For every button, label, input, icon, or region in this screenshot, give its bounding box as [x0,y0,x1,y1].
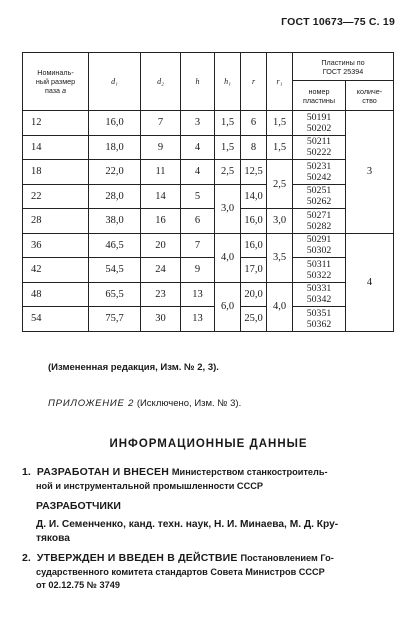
table-row: 22 28,0 14 5 3,0 14,0 50251 50262 [23,184,394,209]
dimensions-table [22,52,394,332]
info-section-title: ИНФОРМАЦИОННЫЕ ДАННЫЕ [109,438,308,450]
header-quantity: количе- ство [346,81,394,111]
appendix-text: (Исключено, Изм. № 3). [136,398,242,409]
table-row: 28 38,0 16 6 16,0 3,0 50271 50282 [23,209,394,234]
table-row: 42 54,5 24 9 17,0 50311 50322 [23,258,394,283]
header-r: r [241,53,267,111]
developers-label: РАЗРАБОТЧИКИ [36,500,121,512]
header-h: h [181,53,215,111]
header-r1: r₁ [267,53,293,111]
header-nominal-size: Номиналь- ный размер паза a [23,53,89,111]
appendix-note [48,398,241,409]
header-plates: Пластины по ГОСТ 25394 [293,53,394,81]
developers-list: Д. И. Семенченко, канд. техн. наук, Н. И. Минаева, М. Д. Кру- тякова [36,519,339,544]
table-row: 36 46,5 20 7 4,0 16,0 3,5 50291 50302 4 [23,233,394,258]
table-row: 12 16,0 7 3 1,5 6 1,5 50191 50202 3 [23,111,394,136]
header-plate-number: номер пластины [293,81,346,111]
table-row: 14 18,0 9 4 1,5 8 1,5 50211 50222 [23,135,394,160]
revision-note: (Измененная редакция, Изм. № 2, 3). [48,362,219,373]
table-row: 18 22,0 11 4 2,5 12,5 2,5 50231 50242 [23,160,394,185]
table-row: 48 65,5 23 13 6,0 20,0 4,0 50331 50342 [23,282,394,307]
header-h1: h₁ [215,53,241,111]
appendix-label: ПРИЛОЖЕНИЕ 2 [48,398,135,409]
info-item-1: 1. РАЗРАБОТАН И ВНЕСЕН Министерством станкостроитель- ной и инструментальной промышленности СССР [22,466,328,491]
quantity-group-2: 4 [346,233,394,331]
page-header: ГОСТ 10673—75 С. 19 [281,16,395,28]
quantity-group-1: 3 [346,111,394,234]
table-row: 54 75,7 30 13 25,0 50351 50362 [23,307,394,332]
header-d2: d₂ [141,53,181,111]
header-d1: d₁ [89,53,141,111]
info-item-2: 2. УТВЕРЖДЕН И ВВЕДЕН В ДЕЙСТВИЕ Постановлением Го- сударственного комитета стандартов Совета Министров СССР от 02.12.75 № 3749 [22,552,334,590]
